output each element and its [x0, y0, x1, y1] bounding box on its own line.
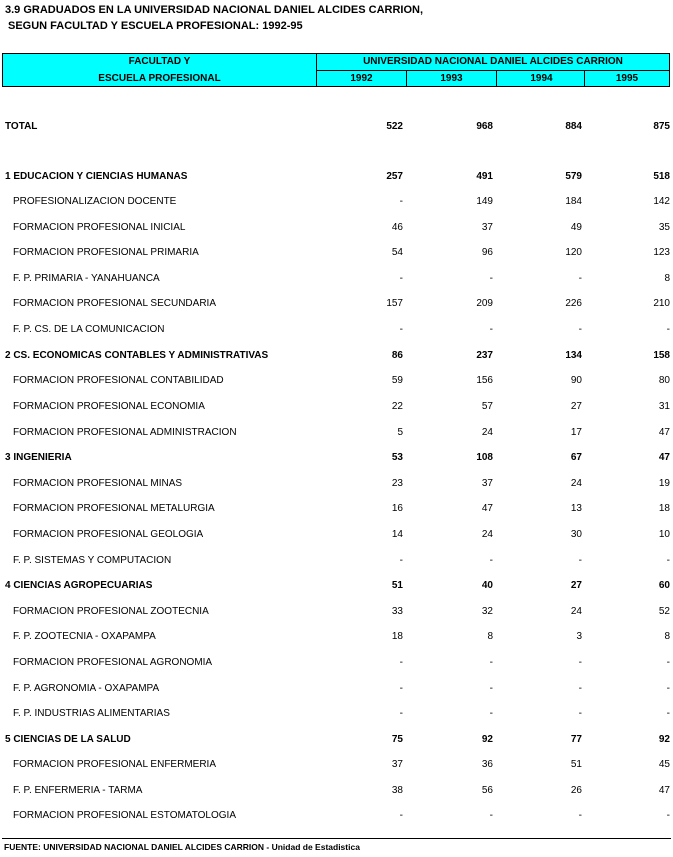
- row-value-1995: 45: [658, 759, 670, 770]
- faculty-row: [0, 349, 673, 363]
- row-value-1993: 149: [476, 196, 493, 207]
- header-faculty-line1: FACULTAD Y: [128, 56, 191, 67]
- row-value-1994: 884: [565, 121, 582, 132]
- row-value-1995: -: [666, 683, 670, 694]
- row-value-1994: 51: [570, 759, 582, 770]
- row-label: FORMACION PROFESIONAL ADMINISTRACION: [13, 427, 237, 438]
- row-value-1992: 18: [391, 631, 403, 642]
- row-value-1993: 36: [481, 759, 493, 770]
- row-label: F. P. INDUSTRIAS ALIMENTARIAS: [13, 708, 170, 719]
- row-value-1993: 156: [476, 375, 493, 386]
- row-label: 2 CS. ECONOMICAS CONTABLES Y ADMINISTRATIVAS: [5, 350, 269, 361]
- row-value-1992: -: [399, 555, 403, 566]
- row-value-1994: 24: [570, 606, 582, 617]
- header-year-1993: 1993: [440, 73, 463, 84]
- row-value-1994: 27: [570, 401, 582, 412]
- row-label: F. P. PRIMARIA - YANAHUANCA: [13, 273, 160, 284]
- row-value-1994: 30: [570, 529, 582, 540]
- row-value-1993: 968: [476, 121, 493, 132]
- row-value-1994: -: [578, 657, 582, 668]
- table-row: [0, 784, 673, 798]
- table-row: [0, 297, 673, 311]
- row-label: FORMACION PROFESIONAL METALURGIA: [13, 503, 215, 514]
- row-value-1994: -: [578, 708, 582, 719]
- row-value-1995: -: [666, 708, 670, 719]
- row-label: FORMACION PROFESIONAL ESTOMATOLOGIA: [13, 810, 236, 821]
- row-value-1992: 14: [391, 529, 403, 540]
- row-label: 3 INGENIERIA: [5, 452, 72, 463]
- row-value-1994: 77: [570, 734, 582, 745]
- row-label: F. P. ENFERMERIA - TARMA: [13, 785, 143, 796]
- row-value-1993: 237: [476, 350, 493, 361]
- row-value-1994: 3: [576, 631, 582, 642]
- faculty-row: [0, 579, 673, 593]
- row-value-1992: 16: [391, 503, 403, 514]
- table-row: [0, 502, 673, 516]
- row-value-1995: 875: [653, 121, 670, 132]
- table-row: [0, 707, 673, 721]
- row-value-1993: 37: [481, 478, 493, 489]
- header-year-1994: 1994: [530, 73, 553, 84]
- table-row: [0, 400, 673, 414]
- row-value-1994: 226: [565, 298, 582, 309]
- row-value-1995: 52: [658, 606, 670, 617]
- row-value-1992: 37: [391, 759, 403, 770]
- row-value-1995: 35: [658, 222, 670, 233]
- footer-divider: [2, 838, 671, 839]
- row-value-1993: 24: [481, 529, 493, 540]
- row-label: FORMACION PROFESIONAL GEOLOGIA: [13, 529, 204, 540]
- row-label: FORMACION PROFESIONAL ENFERMERIA: [13, 759, 216, 770]
- table-row: [0, 221, 673, 235]
- row-value-1993: 209: [476, 298, 493, 309]
- row-value-1992: 157: [386, 298, 403, 309]
- table-row: [0, 426, 673, 440]
- row-value-1992: 54: [391, 247, 403, 258]
- row-value-1993: 92: [481, 734, 493, 745]
- row-value-1995: 10: [658, 529, 670, 540]
- row-label: FORMACION PROFESIONAL AGRONOMIA: [13, 657, 213, 668]
- row-value-1992: -: [399, 273, 403, 284]
- table-title-line1: 3.9 GRADUADOS EN LA UNIVERSIDAD NACIONAL DANIEL ALCIDES CARRION,: [5, 4, 424, 16]
- row-label: F. P. SISTEMAS Y COMPUTACION: [13, 555, 172, 566]
- row-value-1993: 108: [476, 452, 493, 463]
- faculty-row: [0, 170, 673, 184]
- row-value-1992: 522: [386, 121, 403, 132]
- row-value-1995: 92: [658, 734, 670, 745]
- row-value-1994: 17: [570, 427, 582, 438]
- row-value-1992: 257: [386, 171, 403, 182]
- row-value-1995: -: [666, 657, 670, 668]
- total-row: [0, 120, 673, 134]
- row-value-1995: 123: [653, 247, 670, 258]
- row-value-1994: 27: [570, 580, 582, 591]
- row-value-1995: 518: [653, 171, 670, 182]
- row-label: FORMACION PROFESIONAL ZOOTECNIA: [13, 606, 209, 617]
- row-value-1992: 75: [391, 734, 403, 745]
- table-header: [2, 53, 670, 87]
- row-value-1995: 31: [658, 401, 670, 412]
- row-value-1992: -: [399, 708, 403, 719]
- row-value-1993: -: [489, 683, 493, 694]
- row-value-1993: -: [489, 708, 493, 719]
- row-value-1992: 22: [391, 401, 403, 412]
- row-value-1994: 120: [565, 247, 582, 258]
- row-label: FORMACION PROFESIONAL CONTABILIDAD: [13, 375, 224, 386]
- row-value-1994: 24: [570, 478, 582, 489]
- row-value-1994: 134: [565, 350, 582, 361]
- table-row: [0, 323, 673, 337]
- row-value-1992: -: [399, 810, 403, 821]
- header-faculty-line2: ESCUELA PROFESIONAL: [98, 73, 221, 84]
- row-value-1993: 47: [481, 503, 493, 514]
- row-label: F. P. AGRONOMIA - OXAPAMPA: [13, 683, 160, 694]
- row-value-1993: 491: [476, 171, 493, 182]
- row-label: FORMACION PROFESIONAL MINAS: [13, 478, 183, 489]
- table-row: [0, 528, 673, 542]
- row-value-1993: 96: [481, 247, 493, 258]
- table-row: [0, 195, 673, 209]
- row-value-1993: 24: [481, 427, 493, 438]
- row-value-1992: -: [399, 196, 403, 207]
- row-value-1995: -: [666, 555, 670, 566]
- row-value-1992: 38: [391, 785, 403, 796]
- row-value-1995: 158: [653, 350, 670, 361]
- row-label: 5 CIENCIAS DE LA SALUD: [5, 734, 131, 745]
- row-value-1993: -: [489, 657, 493, 668]
- row-value-1992: 23: [391, 478, 403, 489]
- table-row: [0, 809, 673, 823]
- row-value-1995: 18: [658, 503, 670, 514]
- row-value-1992: 33: [391, 606, 403, 617]
- row-value-1995: 80: [658, 375, 670, 386]
- row-value-1995: -: [666, 324, 670, 335]
- row-label: 1 EDUCACION Y CIENCIAS HUMANAS: [5, 171, 188, 182]
- row-value-1994: 13: [570, 503, 582, 514]
- row-value-1993: -: [489, 273, 493, 284]
- table-row: [0, 605, 673, 619]
- row-value-1994: 579: [565, 171, 582, 182]
- table-row: [0, 554, 673, 568]
- row-value-1995: 8: [664, 273, 670, 284]
- row-value-1992: 46: [391, 222, 403, 233]
- row-value-1995: 8: [664, 631, 670, 642]
- faculty-row: [0, 733, 673, 747]
- faculty-row: [0, 451, 673, 465]
- row-value-1994: 49: [570, 222, 582, 233]
- row-value-1994: 90: [570, 375, 582, 386]
- row-value-1995: 210: [653, 298, 670, 309]
- row-value-1992: 53: [391, 452, 403, 463]
- row-value-1994: -: [578, 324, 582, 335]
- row-value-1995: -: [666, 810, 670, 821]
- header-divider: [316, 70, 669, 71]
- row-value-1992: 86: [391, 350, 403, 361]
- row-label: 4 CIENCIAS AGROPECUARIAS: [5, 580, 153, 591]
- table-row: [0, 477, 673, 491]
- row-label: F. P. CS. DE LA COMUNICACION: [13, 324, 165, 335]
- table-row: [0, 272, 673, 286]
- row-value-1995: 47: [658, 785, 670, 796]
- row-value-1995: 142: [653, 196, 670, 207]
- row-label: FORMACION PROFESIONAL ECONOMIA: [13, 401, 205, 412]
- row-value-1992: -: [399, 657, 403, 668]
- row-value-1992: -: [399, 683, 403, 694]
- row-value-1994: 184: [565, 196, 582, 207]
- table-title-line2: SEGUN FACULTAD Y ESCUELA PROFESIONAL: 1992-95: [8, 20, 303, 32]
- row-label: FORMACION PROFESIONAL INICIAL: [13, 222, 186, 233]
- table-row: [0, 246, 673, 260]
- row-value-1993: 40: [481, 580, 493, 591]
- row-value-1994: 26: [570, 785, 582, 796]
- row-value-1992: 59: [391, 375, 403, 386]
- row-value-1994: -: [578, 273, 582, 284]
- row-label: FORMACION PROFESIONAL SECUNDARIA: [13, 298, 216, 309]
- row-value-1993: 32: [481, 606, 493, 617]
- header-university: UNIVERSIDAD NACIONAL DANIEL ALCIDES CARRION: [363, 56, 623, 67]
- row-value-1994: -: [578, 810, 582, 821]
- row-value-1994: -: [578, 555, 582, 566]
- row-value-1995: 60: [658, 580, 670, 591]
- row-value-1993: -: [489, 324, 493, 335]
- table-row: [0, 758, 673, 772]
- row-label: PROFESIONALIZACION DOCENTE: [13, 196, 177, 207]
- row-value-1993: -: [489, 555, 493, 566]
- row-value-1993: 8: [487, 631, 493, 642]
- row-value-1993: 37: [481, 222, 493, 233]
- row-label: TOTAL: [5, 121, 38, 132]
- row-value-1995: 19: [658, 478, 670, 489]
- row-label: FORMACION PROFESIONAL PRIMARIA: [13, 247, 199, 258]
- table-row: [0, 374, 673, 388]
- row-value-1995: 47: [658, 427, 670, 438]
- row-value-1993: 57: [481, 401, 493, 412]
- row-value-1992: -: [399, 324, 403, 335]
- table-row: [0, 682, 673, 696]
- header-year-1995: 1995: [615, 73, 639, 84]
- row-label: F. P. ZOOTECNIA - OXAPAMPA: [13, 631, 156, 642]
- row-value-1992: 51: [391, 580, 403, 591]
- row-value-1994: -: [578, 683, 582, 694]
- row-value-1993: 56: [481, 785, 493, 796]
- table-row: [0, 630, 673, 644]
- row-value-1995: 47: [658, 452, 670, 463]
- table-row: [0, 656, 673, 670]
- row-value-1994: 67: [570, 452, 582, 463]
- row-value-1992: 5: [397, 427, 403, 438]
- row-value-1993: -: [489, 810, 493, 821]
- source-note: FUENTE: UNIVERSIDAD NACIONAL DANIEL ALCIDES CARRION - Unidad de Estadistica: [4, 842, 360, 852]
- header-year-1992: 1992: [350, 73, 373, 84]
